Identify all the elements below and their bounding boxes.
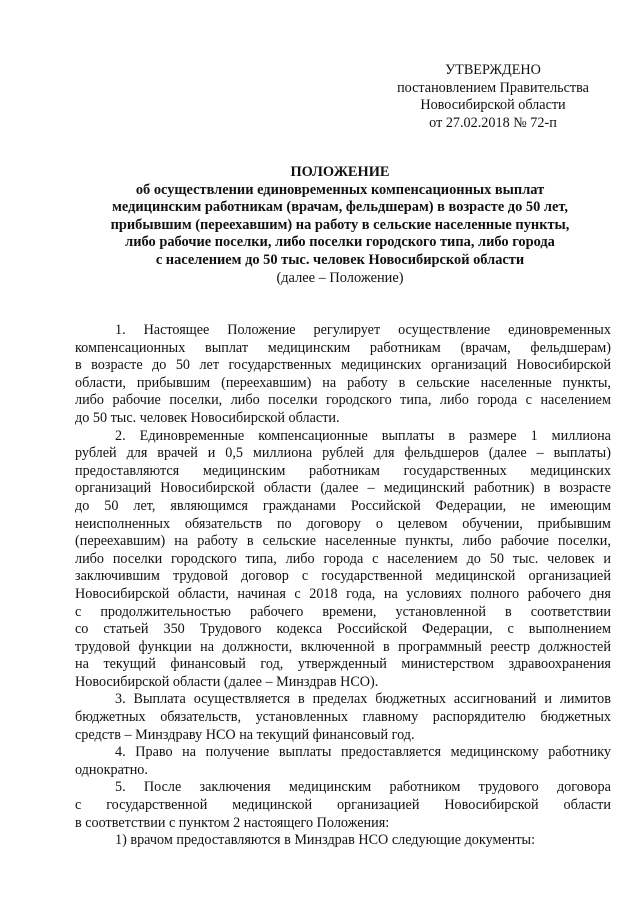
paragraph-line: предоставляются медицинским работникам государственных медицинских — [75, 462, 611, 479]
title-line: об осуществлении единовременных компенсационных выплат — [135, 181, 545, 198]
approval-line: УТВЕРЖДЕНО — [445, 62, 541, 78]
paragraph-line: в соответствии с пунктом 2 настоящего Положения: — [75, 814, 390, 831]
paragraph-line: рублей для врачей и 0,5 миллиона рублей для фельдшеров (далее – выплаты) — [75, 445, 611, 462]
paragraph-line: либо рабочие поселки, либо поселки городского типа, либо города с населением — [75, 392, 611, 409]
title-line: медицинским работникам (врачам, фельдшерам) в возрасте до 50 лет, — [112, 199, 568, 216]
paragraph-line: бюджетных обязательств, установленных главному распорядителю бюджетных — [75, 709, 611, 726]
title-subtitle: (далее – Положение) — [276, 269, 404, 286]
title-heading: ПОЛОЖЕНИЕ — [290, 164, 390, 180]
paragraph-line: области, прибывшим (переехавшим) на работу в сельские населенные пункты, — [75, 374, 611, 391]
paragraph-line: 1) врачом предоставляются в Минздрав НСО следующие документы: — [115, 832, 536, 849]
paragraph-line: (переехавшим) на работу в сельские населенные пункты, либо рабочие поселки, — [75, 533, 611, 550]
paragraph — [75, 832, 611, 850]
paragraph — [75, 779, 611, 832]
paragraph-line: Новосибирской области (далее – Минздрав НСО). — [75, 673, 379, 690]
paragraph-line: 1. Настоящее Положение регулирует осуществление единовременных — [115, 322, 611, 338]
paragraph-line: на текущий финансовый год, утвержденный министерством здравоохранения — [75, 656, 611, 673]
paragraph-line: 4. Право на получение выплаты предоставляется медицинскому работнику — [115, 744, 611, 761]
paragraph-line: организаций Новосибирской области (далее – медицинский работник) в возрасте — [75, 480, 611, 497]
paragraph-line: 3. Выплата осуществляется в пределах бюджетных ассигнований и лимитов — [115, 691, 611, 708]
paragraph — [75, 322, 611, 428]
paragraph-line: со статьей 350 Трудового кодекса Российской Федерации, с выполнением — [75, 621, 611, 638]
paragraph-line: либо поселки городского типа, либо города с населением до 50 тыс. человек и — [75, 550, 611, 567]
paragraph-line: с продолжительностью рабочего времени, установленной в соответствии — [75, 603, 611, 620]
paragraph-line: заключившим трудовой договор с государственной медицинской организацией — [75, 568, 611, 585]
paragraph-line: Новосибирской области, начиная с 2018 года, на условиях полного рабочего дня — [75, 585, 611, 602]
paragraph-line: трудовой функции на должности, включенной в программный реестр должностей — [75, 638, 611, 655]
paragraph-line: до 50 лет, являющимся гражданами Российской Федерации, не имеющим — [75, 497, 611, 514]
paragraph-line: однократно. — [75, 761, 148, 778]
paragraph-line: компенсационных выплат медицинским работникам (врачам, фельдшерам) — [75, 339, 611, 356]
title-line: либо рабочие поселки, либо поселки городского типа, либо города — [125, 234, 555, 251]
approval-line: постановлением Правительства — [397, 79, 589, 96]
paragraph-line: 5. После заключения медицинским работником трудового договора — [115, 779, 611, 796]
paragraph — [75, 428, 611, 692]
document-title — [70, 164, 610, 287]
paragraph-line: средств – Минздраву НСО на текущий финансовый год. — [75, 726, 415, 743]
approval-stamp — [382, 62, 604, 132]
paragraph-line: с государственной медицинской организацией Новосибирской области — [75, 797, 611, 814]
paragraph-line: 2. Единовременные компенсационные выплаты в размере 1 миллиона — [115, 427, 611, 444]
title-line: с населением до 50 тыс. человек Новосибирской области — [155, 251, 525, 268]
paragraph — [75, 691, 611, 744]
paragraph — [75, 744, 611, 779]
paragraph-line: до 50 тыс. человек Новосибирской области. — [75, 409, 340, 426]
title-line: прибывшим (переехавшим) на работу в сельские населенные пункты, — [110, 216, 570, 233]
approval-line: от 27.02.2018 № 72-п — [429, 114, 557, 131]
document-body — [75, 322, 611, 850]
paragraph-line: неисполненных обязательств по договору о целевом обучении, прибывшим — [75, 515, 611, 532]
paragraph-line: в возрасте до 50 лет государственных медицинских организаций Новосибирской — [75, 357, 611, 374]
approval-line: Новосибирской области — [420, 97, 566, 113]
